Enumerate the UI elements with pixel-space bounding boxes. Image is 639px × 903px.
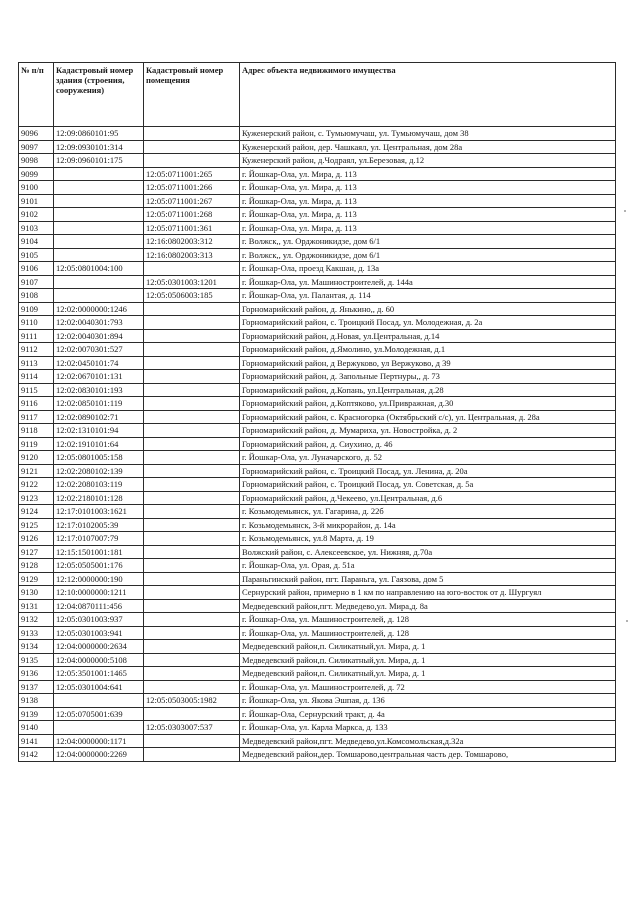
table-row xyxy=(19,275,616,289)
cell-building-cadastral-number: 12:17:0102005:39 xyxy=(54,518,144,532)
cell-room-cadastral-number xyxy=(144,626,240,640)
table-row xyxy=(19,640,616,654)
cell-building-cadastral-number: 12:04:0000000:5108 xyxy=(54,653,144,667)
cell-building-cadastral-number: 12:15:1501001:181 xyxy=(54,545,144,559)
cell-room-cadastral-number xyxy=(144,640,240,654)
cell-row-number: 9128 xyxy=(19,559,54,573)
table-row xyxy=(19,748,616,762)
cell-row-number: 9109 xyxy=(19,302,54,316)
table-row xyxy=(19,518,616,532)
cell-room-cadastral-number xyxy=(144,397,240,411)
cell-row-number: 9121 xyxy=(19,464,54,478)
cell-property-address: Горномарийский район, д.Чекеево, ул.Центральная, д.6 xyxy=(240,491,616,505)
cell-row-number: 9097 xyxy=(19,140,54,154)
cell-row-number: 9137 xyxy=(19,680,54,694)
table-row xyxy=(19,397,616,411)
cell-room-cadastral-number xyxy=(144,505,240,519)
property-registry-table xyxy=(18,62,616,762)
cell-room-cadastral-number: 12:16:0802003:312 xyxy=(144,235,240,249)
table-row xyxy=(19,545,616,559)
cell-room-cadastral-number xyxy=(144,667,240,681)
cell-building-cadastral-number: 12:02:0830101:193 xyxy=(54,383,144,397)
table-row xyxy=(19,599,616,613)
cell-building-cadastral-number: 12:09:0860101:95 xyxy=(54,127,144,141)
cell-building-cadastral-number xyxy=(54,248,144,262)
cell-row-number: 9108 xyxy=(19,289,54,303)
cell-building-cadastral-number: 12:05:0505001:176 xyxy=(54,559,144,573)
cell-room-cadastral-number xyxy=(144,316,240,330)
cell-property-address: Горномарийский район, с. Красногорка (Октябрьский с/с), ул. Центральная, д. 28а xyxy=(240,410,616,424)
cell-property-address: г. Йошкар-Ола, ул. Машиностроителей, д. 128 xyxy=(240,626,616,640)
cell-property-address: г. Йошкар-Ола, ул. Мира, д. 113 xyxy=(240,221,616,235)
cell-building-cadastral-number: 12:04:0870111:456 xyxy=(54,599,144,613)
cell-building-cadastral-number: 12:05:0301003:937 xyxy=(54,613,144,627)
cell-property-address: Горномарийский район, с. Троицкий Посад, ул. Ленина, д. 20а xyxy=(240,464,616,478)
cell-row-number: 9119 xyxy=(19,437,54,451)
cell-room-cadastral-number: 12:05:0503005:1982 xyxy=(144,694,240,708)
table-row xyxy=(19,680,616,694)
cell-building-cadastral-number: 12:02:2180101:128 xyxy=(54,491,144,505)
table-row xyxy=(19,370,616,384)
cell-room-cadastral-number xyxy=(144,329,240,343)
cell-room-cadastral-number xyxy=(144,424,240,438)
cell-property-address: г. Козьмодемьянск, ул. Гагарина, д. 22б xyxy=(240,505,616,519)
cell-row-number: 9117 xyxy=(19,410,54,424)
table-row xyxy=(19,721,616,735)
cell-building-cadastral-number xyxy=(54,167,144,181)
cell-room-cadastral-number: 12:05:0711001:361 xyxy=(144,221,240,235)
cell-row-number: 9136 xyxy=(19,667,54,681)
cell-row-number: 9129 xyxy=(19,572,54,586)
cell-property-address: Куженерский район, с. Тумьюмучаш, ул. Тумьюмучаш, дом 38 xyxy=(240,127,616,141)
cell-building-cadastral-number: 12:02:0000000:1246 xyxy=(54,302,144,316)
cell-row-number: 9111 xyxy=(19,329,54,343)
cell-building-cadastral-number: 12:04:0000000:1171 xyxy=(54,734,144,748)
cell-property-address: Куженерский район, дер. Чашкаял, ул. Центральная, дом 28а xyxy=(240,140,616,154)
cell-row-number: 9115 xyxy=(19,383,54,397)
table-row xyxy=(19,478,616,492)
cell-building-cadastral-number: 12:05:3501001:1465 xyxy=(54,667,144,681)
cell-building-cadastral-number: 12:02:1910101:64 xyxy=(54,437,144,451)
cell-room-cadastral-number xyxy=(144,545,240,559)
cell-building-cadastral-number xyxy=(54,208,144,222)
table-row xyxy=(19,491,616,505)
cell-building-cadastral-number: 12:05:0301003:941 xyxy=(54,626,144,640)
cell-row-number: 9124 xyxy=(19,505,54,519)
table-row xyxy=(19,572,616,586)
cell-property-address: Горномарийский район, д. Сиухино, д. 46 xyxy=(240,437,616,451)
scan-speck xyxy=(624,210,626,212)
cell-room-cadastral-number: 12:05:0303007:537 xyxy=(144,721,240,735)
table-row xyxy=(19,410,616,424)
cell-row-number: 9098 xyxy=(19,154,54,168)
cell-building-cadastral-number: 12:02:1310101:94 xyxy=(54,424,144,438)
table-row xyxy=(19,262,616,276)
cell-property-address: Горномарийский район, д.Копань, ул.Центральная, д.28 xyxy=(240,383,616,397)
cell-row-number: 9101 xyxy=(19,194,54,208)
table-row xyxy=(19,248,616,262)
table-row xyxy=(19,235,616,249)
table-row xyxy=(19,343,616,357)
table-row xyxy=(19,694,616,708)
table-row xyxy=(19,329,616,343)
table-row xyxy=(19,586,616,600)
header-row xyxy=(19,63,616,127)
cell-row-number: 9103 xyxy=(19,221,54,235)
cell-property-address: Горномарийский район, д. Запольные Пертнуры,, д. 73 xyxy=(240,370,616,384)
cell-room-cadastral-number xyxy=(144,302,240,316)
cell-row-number: 9113 xyxy=(19,356,54,370)
cell-building-cadastral-number: 12:12:0000000:190 xyxy=(54,572,144,586)
table-row xyxy=(19,221,616,235)
table-row xyxy=(19,734,616,748)
cell-building-cadastral-number: 12:02:0450101:74 xyxy=(54,356,144,370)
cell-room-cadastral-number xyxy=(144,478,240,492)
cell-room-cadastral-number: 12:05:0506003:185 xyxy=(144,289,240,303)
cell-room-cadastral-number xyxy=(144,356,240,370)
cell-property-address: г. Йошкар-Ола, ул. Палантая, д. 114 xyxy=(240,289,616,303)
cell-room-cadastral-number: 12:05:0711001:267 xyxy=(144,194,240,208)
scan-speck xyxy=(626,620,628,622)
cell-room-cadastral-number xyxy=(144,734,240,748)
cell-row-number: 9125 xyxy=(19,518,54,532)
cell-building-cadastral-number: 12:09:0960101:175 xyxy=(54,154,144,168)
cell-row-number: 9140 xyxy=(19,721,54,735)
cell-property-address: г. Йошкар-Ола, ул. Мира, д. 113 xyxy=(240,208,616,222)
cell-property-address: Горномарийский район, д.Новая, ул.Центральная, д.14 xyxy=(240,329,616,343)
cell-property-address: Медведевский район,дер. Томшарово,центральная часть дер. Томшарово, xyxy=(240,748,616,762)
cell-room-cadastral-number xyxy=(144,532,240,546)
cell-row-number: 9114 xyxy=(19,370,54,384)
cell-row-number: 9138 xyxy=(19,694,54,708)
cell-room-cadastral-number xyxy=(144,464,240,478)
cell-row-number: 9134 xyxy=(19,640,54,654)
cell-building-cadastral-number: 12:10:0000000:1211 xyxy=(54,586,144,600)
cell-property-address: Сернурский район, примерно в 1 км по направлению на юго-восток от д. Шургуял xyxy=(240,586,616,600)
table-row xyxy=(19,194,616,208)
table-row xyxy=(19,613,616,627)
cell-room-cadastral-number xyxy=(144,437,240,451)
cell-room-cadastral-number xyxy=(144,370,240,384)
cell-row-number: 9100 xyxy=(19,181,54,195)
cell-building-cadastral-number xyxy=(54,275,144,289)
cell-row-number: 9116 xyxy=(19,397,54,411)
cell-room-cadastral-number xyxy=(144,410,240,424)
cell-row-number: 9110 xyxy=(19,316,54,330)
table-row xyxy=(19,154,616,168)
cell-row-number: 9102 xyxy=(19,208,54,222)
cell-room-cadastral-number xyxy=(144,653,240,667)
cell-property-address: г. Козьмодемьянск, 3-й микрорайон, д. 14а xyxy=(240,518,616,532)
cell-room-cadastral-number: 12:05:0711001:265 xyxy=(144,167,240,181)
cell-building-cadastral-number: 12:02:2080102:139 xyxy=(54,464,144,478)
table-row xyxy=(19,167,616,181)
cell-row-number: 9106 xyxy=(19,262,54,276)
cell-room-cadastral-number xyxy=(144,599,240,613)
cell-row-number: 9142 xyxy=(19,748,54,762)
table-row xyxy=(19,383,616,397)
table-row xyxy=(19,316,616,330)
cell-room-cadastral-number xyxy=(144,491,240,505)
cell-property-address: г. Козьмодемьянск, ул.8 Марта, д. 19 xyxy=(240,532,616,546)
cell-property-address: Горномарийский район, д. Мумариха, ул. Новостройка, д. 2 xyxy=(240,424,616,438)
table-body xyxy=(19,127,616,762)
cell-row-number: 9139 xyxy=(19,707,54,721)
cell-property-address: Горномарийский район, д.Коптяково, ул.Привражная, д.30 xyxy=(240,397,616,411)
cell-property-address: г. Йошкар-Ола, ул. Луначарского, д. 52 xyxy=(240,451,616,465)
cell-room-cadastral-number: 12:05:0711001:268 xyxy=(144,208,240,222)
cell-building-cadastral-number: 12:05:0801005:158 xyxy=(54,451,144,465)
cell-property-address: г. Йошкар-Ола, проезд Какшан, д. 13а xyxy=(240,262,616,276)
table-row xyxy=(19,626,616,640)
cell-building-cadastral-number xyxy=(54,181,144,195)
cell-room-cadastral-number xyxy=(144,262,240,276)
cell-row-number: 9120 xyxy=(19,451,54,465)
cell-row-number: 9126 xyxy=(19,532,54,546)
cell-row-number: 9123 xyxy=(19,491,54,505)
table-row xyxy=(19,356,616,370)
cell-property-address: Горномарийский район, д Вержуково, ул Вержуково, д 39 xyxy=(240,356,616,370)
cell-building-cadastral-number: 12:04:0000000:2269 xyxy=(54,748,144,762)
header-row-number: № п/п xyxy=(19,63,54,127)
cell-room-cadastral-number xyxy=(144,140,240,154)
cell-room-cadastral-number xyxy=(144,748,240,762)
cell-building-cadastral-number: 12:04:0000000:2634 xyxy=(54,640,144,654)
cell-room-cadastral-number: 12:16:0802003:313 xyxy=(144,248,240,262)
cell-building-cadastral-number xyxy=(54,289,144,303)
cell-property-address: Медведевский район,пгт. Медведево,ул.Комсомольская,д.32а xyxy=(240,734,616,748)
table-row xyxy=(19,464,616,478)
cell-property-address: Горномарийский район, д.Ямолино, ул.Молодежная, д.1 xyxy=(240,343,616,357)
table-row xyxy=(19,559,616,573)
cell-property-address: г. Йошкар-Ола, ул. Мира, д. 113 xyxy=(240,167,616,181)
table-row xyxy=(19,653,616,667)
table-row xyxy=(19,505,616,519)
table-row xyxy=(19,289,616,303)
cell-room-cadastral-number xyxy=(144,127,240,141)
cell-row-number: 9133 xyxy=(19,626,54,640)
cell-building-cadastral-number xyxy=(54,694,144,708)
cell-row-number: 9141 xyxy=(19,734,54,748)
cell-room-cadastral-number xyxy=(144,518,240,532)
cell-property-address: Медведевский район,п. Силикатный,ул. Мира, д. 1 xyxy=(240,640,616,654)
cell-row-number: 9127 xyxy=(19,545,54,559)
cell-property-address: г. Йошкар-Ола, ул. Орая, д. 51а xyxy=(240,559,616,573)
table-row xyxy=(19,302,616,316)
cell-row-number: 9112 xyxy=(19,343,54,357)
cell-property-address: Параньгинский район, пгт. Параньга, ул. Гаязова, дом 5 xyxy=(240,572,616,586)
cell-room-cadastral-number xyxy=(144,613,240,627)
cell-room-cadastral-number xyxy=(144,343,240,357)
cell-room-cadastral-number xyxy=(144,383,240,397)
cell-room-cadastral-number xyxy=(144,707,240,721)
cell-property-address: г. Йошкар-Ола, ул. Якова Эшпая, д. 136 xyxy=(240,694,616,708)
cell-row-number: 9107 xyxy=(19,275,54,289)
table-row xyxy=(19,667,616,681)
table-row xyxy=(19,424,616,438)
table-row xyxy=(19,437,616,451)
cell-room-cadastral-number: 12:05:0301003:1201 xyxy=(144,275,240,289)
table-row xyxy=(19,532,616,546)
cell-building-cadastral-number: 12:02:2080103:119 xyxy=(54,478,144,492)
cell-room-cadastral-number xyxy=(144,451,240,465)
cell-property-address: Горномарийский район, с. Троицкий Посад, ул. Советская, д. 5а xyxy=(240,478,616,492)
cell-property-address: Куженерский район, д.Чодраял, ул.Березовая, д.12 xyxy=(240,154,616,168)
header-building-cadastral-number: Кадастровый номер здания (строения, сооружения) xyxy=(54,63,144,127)
cell-building-cadastral-number: 12:02:0040301:894 xyxy=(54,329,144,343)
cell-row-number: 9118 xyxy=(19,424,54,438)
table-row xyxy=(19,140,616,154)
cell-row-number: 9132 xyxy=(19,613,54,627)
table-header xyxy=(19,63,616,127)
table-row xyxy=(19,208,616,222)
cell-room-cadastral-number xyxy=(144,154,240,168)
cell-property-address: г. Йошкар-Ола, ул. Машиностроителей, д. 128 xyxy=(240,613,616,627)
cell-row-number: 9130 xyxy=(19,586,54,600)
cell-row-number: 9131 xyxy=(19,599,54,613)
cell-room-cadastral-number: 12:05:0711001:266 xyxy=(144,181,240,195)
cell-property-address: Медведевский район,п. Силикатный,ул. Мира, д. 1 xyxy=(240,653,616,667)
cell-property-address: г. Йошкар-Ола, ул. Машиностроителей, д. 72 xyxy=(240,680,616,694)
cell-property-address: Медведевский район,пгт. Медведево,ул. Мира,д. 8а xyxy=(240,599,616,613)
cell-property-address: Горномарийский район, д. Янькино,, д. 60 xyxy=(240,302,616,316)
cell-property-address: Медведевский район,п. Силикатный,ул. Мира, д. 1 xyxy=(240,667,616,681)
cell-property-address: г. Йошкар-Ола, ул. Машиностроителей, д. 144а xyxy=(240,275,616,289)
cell-building-cadastral-number: 12:17:0107007:79 xyxy=(54,532,144,546)
cell-building-cadastral-number: 12:02:0040301:793 xyxy=(54,316,144,330)
table-row xyxy=(19,707,616,721)
cell-building-cadastral-number xyxy=(54,721,144,735)
cell-building-cadastral-number: 12:05:0301004:641 xyxy=(54,680,144,694)
cell-property-address: Горномарийский район, с. Троицкий Посад, ул. Молодежная, д. 2а xyxy=(240,316,616,330)
table-row xyxy=(19,451,616,465)
cell-building-cadastral-number: 12:17:0101003:1621 xyxy=(54,505,144,519)
table-row xyxy=(19,181,616,195)
cell-row-number: 9105 xyxy=(19,248,54,262)
cell-building-cadastral-number: 12:05:0801004:100 xyxy=(54,262,144,276)
cell-row-number: 9096 xyxy=(19,127,54,141)
cell-room-cadastral-number xyxy=(144,572,240,586)
cell-building-cadastral-number xyxy=(54,235,144,249)
cell-building-cadastral-number xyxy=(54,221,144,235)
cell-property-address: г. Йошкар-Ола, ул. Карла Маркса, д. 133 xyxy=(240,721,616,735)
cell-row-number: 9135 xyxy=(19,653,54,667)
cell-row-number: 9122 xyxy=(19,478,54,492)
cell-property-address: г. Йошкар-Ола, Сернурский тракт, д. 4а xyxy=(240,707,616,721)
cell-property-address: г. Волжск,, ул. Орджоникидзе, дом 6/1 xyxy=(240,248,616,262)
cell-room-cadastral-number xyxy=(144,559,240,573)
cell-building-cadastral-number: 12:02:0070301:527 xyxy=(54,343,144,357)
cell-row-number: 9099 xyxy=(19,167,54,181)
cell-building-cadastral-number: 12:09:0930101:314 xyxy=(54,140,144,154)
cell-property-address: г. Волжск,, ул. Орджоникидзе, дом 6/1 xyxy=(240,235,616,249)
cell-room-cadastral-number xyxy=(144,680,240,694)
cell-row-number: 9104 xyxy=(19,235,54,249)
cell-building-cadastral-number: 12:02:0850101:119 xyxy=(54,397,144,411)
table-row xyxy=(19,127,616,141)
header-room-cadastral-number: Кадастровый номер помещения xyxy=(144,63,240,127)
cell-property-address: г. Йошкар-Ола, ул. Мира, д. 113 xyxy=(240,194,616,208)
header-property-address: Адрес объекта недвижимого имущества xyxy=(240,63,616,127)
cell-building-cadastral-number: 12:05:0705001:639 xyxy=(54,707,144,721)
cell-room-cadastral-number xyxy=(144,586,240,600)
cell-property-address: г. Йошкар-Ола, ул. Мира, д. 113 xyxy=(240,181,616,195)
cell-building-cadastral-number: 12:02:0670101:131 xyxy=(54,370,144,384)
cell-building-cadastral-number: 12:02:0890102:71 xyxy=(54,410,144,424)
cell-property-address: Волжский район, с. Алексеевское, ул. Нижняя, д.70а xyxy=(240,545,616,559)
cell-building-cadastral-number xyxy=(54,194,144,208)
